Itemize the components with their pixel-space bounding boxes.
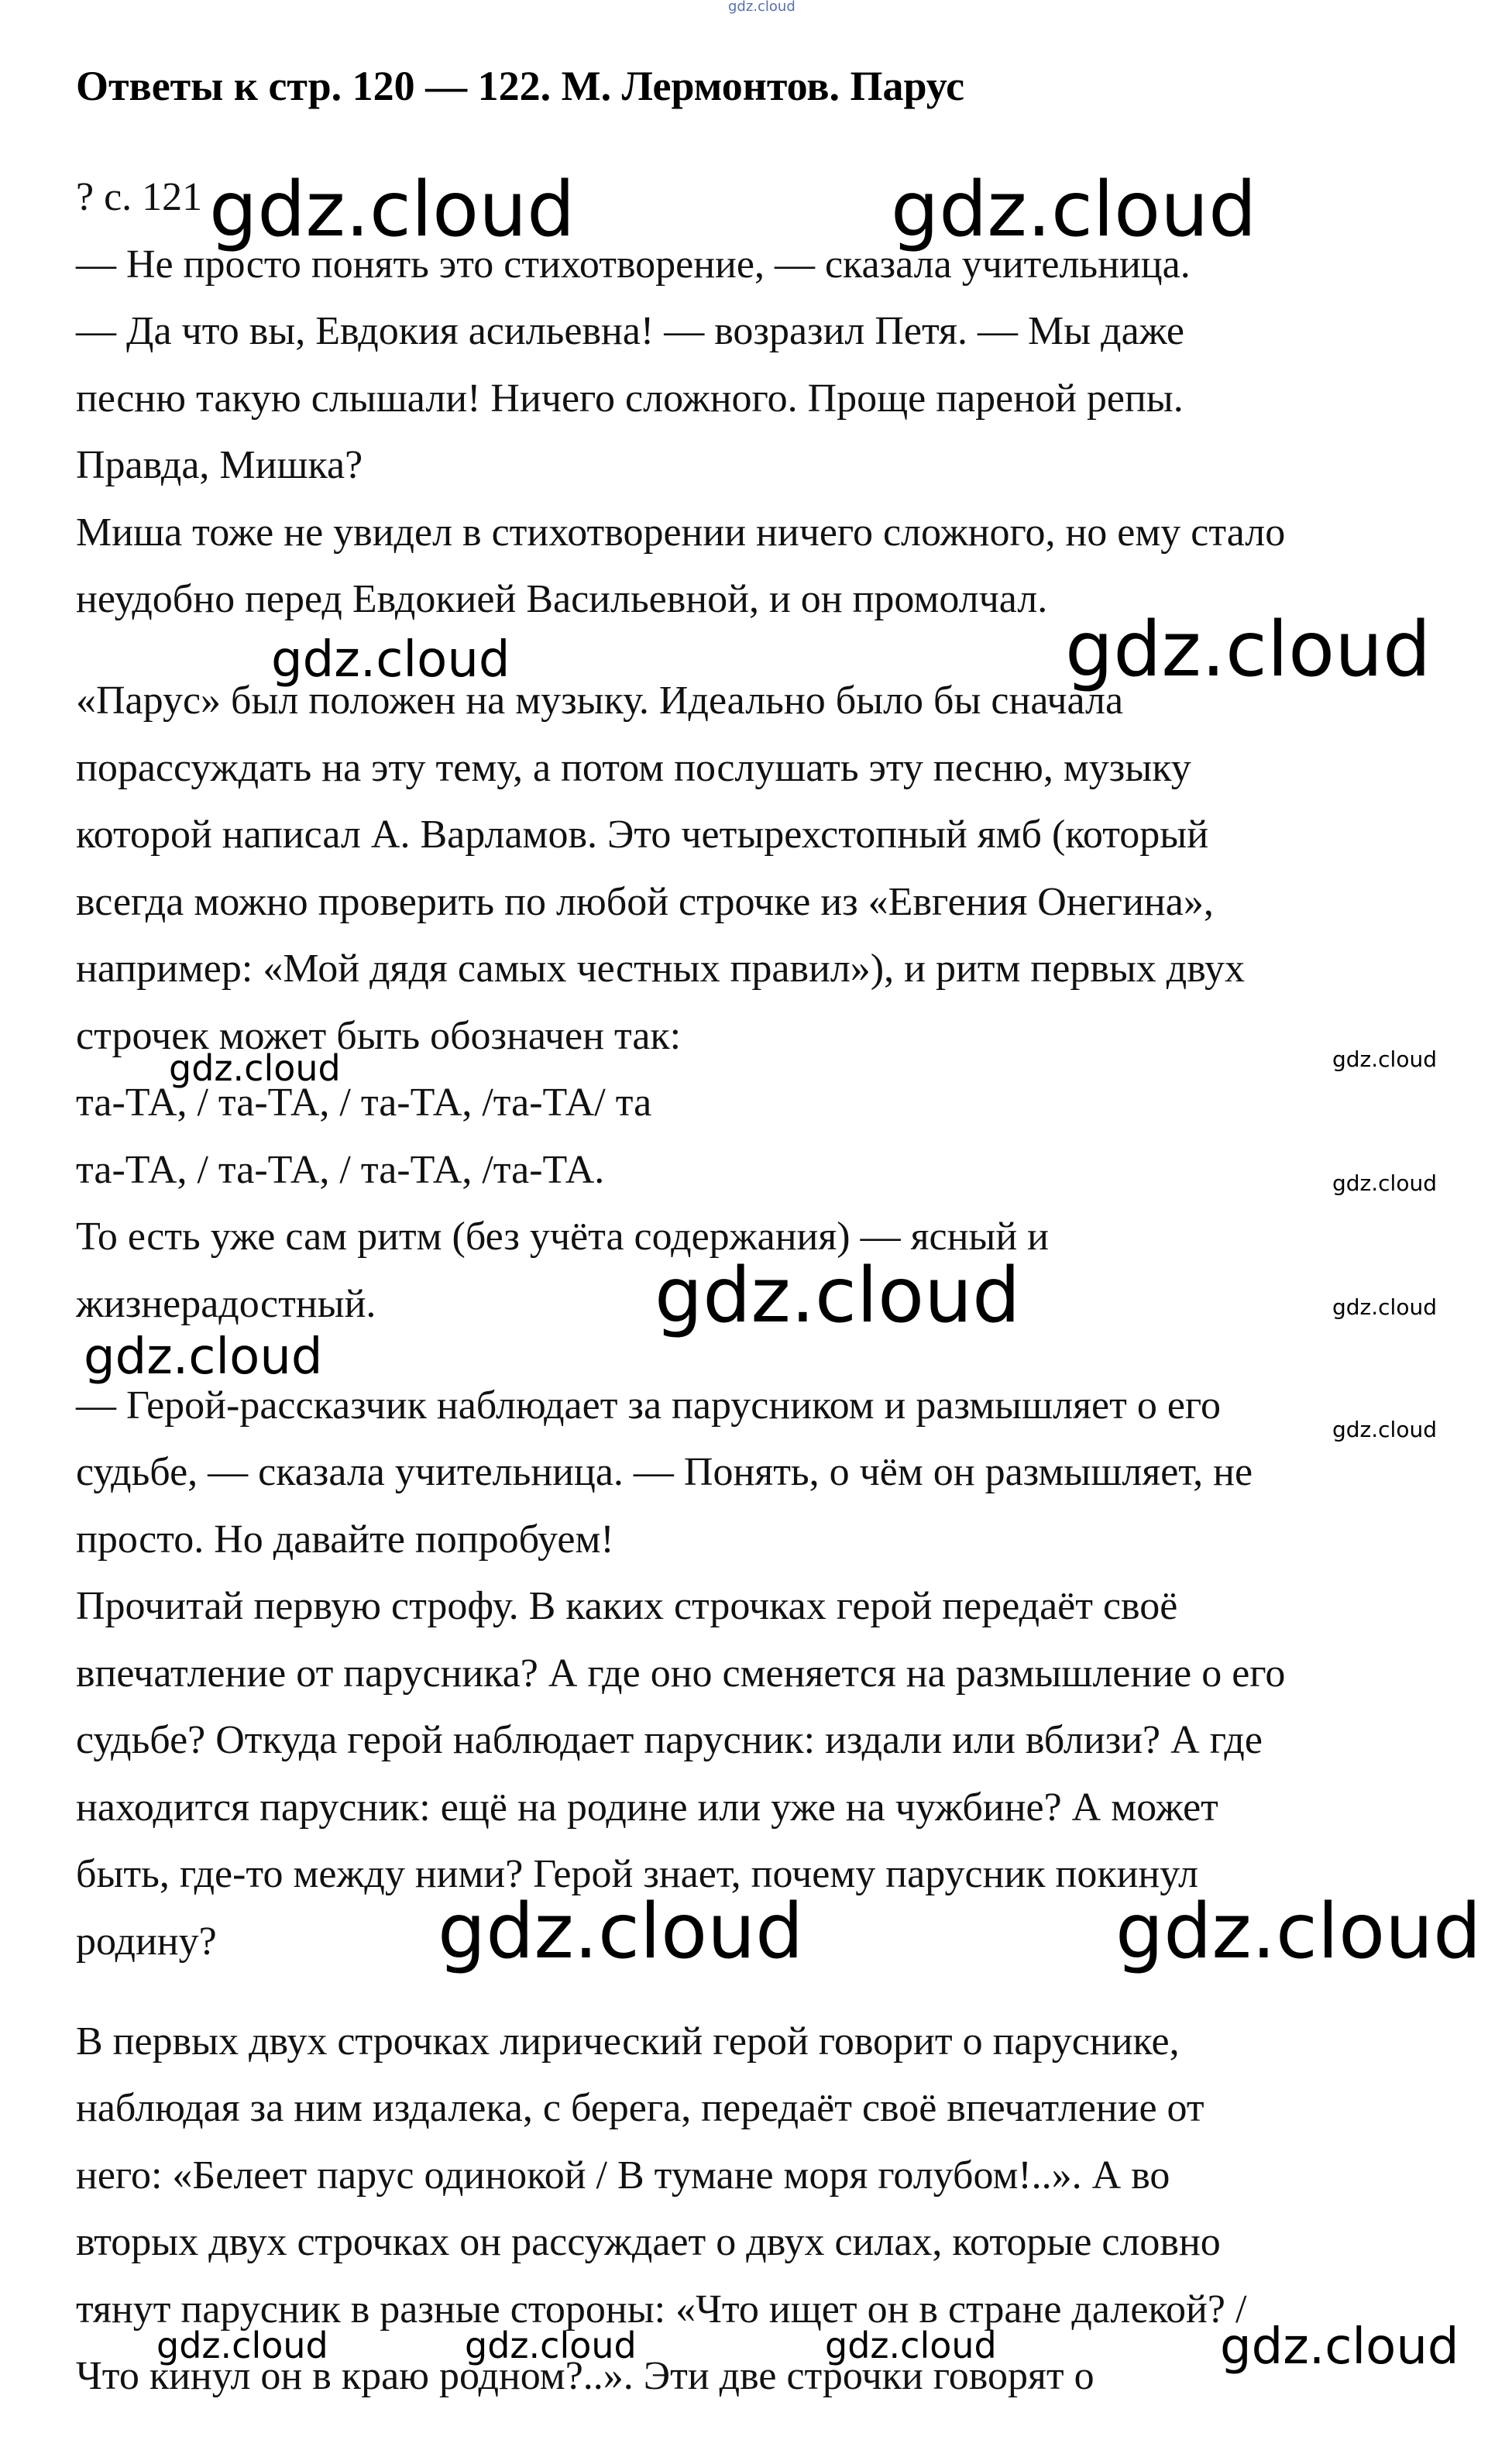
text-line: песню такую слышали! Ничего сложного. Проще пареной репы. [76, 376, 1184, 421]
watermark: gdz.cloud [1115, 1888, 1482, 1976]
watermark: gdz.cloud [1332, 1294, 1437, 1320]
text-line: быть, где-то между ними? Герой знает, почему парусник покинул [76, 1852, 1198, 1896]
watermark: gdz.cloud [271, 631, 510, 689]
text-line: — Не просто понять это стихотворение, — сказала учительница. [76, 242, 1191, 287]
watermark: gdz.cloud [84, 1328, 323, 1386]
text-line: него: «Белеет парус одинокой / В тумане моря голубом!..». А во [76, 2153, 1170, 2198]
text-line: впечатление от парусника? А где оно сменяется на размышление о его [76, 1651, 1286, 1696]
watermark: gdz.cloud [1332, 1417, 1437, 1442]
text-line: та-ТА, / та-ТА, / та-ТА, /та-ТА. [76, 1148, 605, 1192]
watermark: gdz.cloud [825, 2325, 997, 2366]
watermark: gdz.cloud [891, 166, 1257, 254]
text-line: просто. Но давайте попробуем! [76, 1517, 614, 1562]
text-line: всегда можно проверить по любой строчке из «Евгения Онегина», [76, 880, 1214, 924]
text-line: вторых двух строчках он рассуждает о двух силах, которые словно [76, 2220, 1221, 2264]
watermark: gdz.cloud [465, 2325, 637, 2366]
text-line: ? с. 121 [76, 175, 203, 219]
page-title: Ответы к стр. 120 — 122. М. Лермонтов. Парус [76, 63, 965, 109]
text-line: тянут парусник в разные стороны: «Что ищет он в стране далекой? / [76, 2287, 1247, 2332]
text-line: жизнерадостный. [76, 1282, 376, 1326]
watermark: gdz.cloud [1332, 1046, 1437, 1072]
text-line: — Герой-рассказчик наблюдает за парусником и размышляет о его [76, 1383, 1221, 1428]
text-line: судьбе? Откуда герой наблюдает парусник: издали или вблизи? А где [76, 1718, 1263, 1762]
text-line: родину? [76, 1919, 217, 1964]
watermark: gdz.cloud [655, 1252, 1021, 1340]
text-line: например: «Мой дядя самых честных правил»), и ритм первых двух [76, 947, 1246, 991]
watermark: gdz.cloud [169, 1047, 341, 1089]
watermark: gdz.cloud [438, 1888, 804, 1976]
text-line: — Да что вы, Евдокия асильевна! — возразил Петя. — Мы даже [76, 309, 1184, 353]
watermark: gdz.cloud [209, 166, 576, 254]
text-line: Что кинул он в краю родном?..». Эти две строчки говорят о [76, 2354, 1094, 2398]
text-line: Прочитай первую строфу. В каких строчках герой передаёт своё [76, 1584, 1178, 1628]
text-line: которой написал А. Варламов. Это четырехстопный ямб (который [76, 813, 1209, 857]
text-line: строчек может быть обозначен так: [76, 1014, 682, 1058]
text-line: «Парус» был положен на музыку. Идеально было бы сначала [76, 679, 1124, 723]
text-line: находится парусник: ещё на родине или уже на чужбине? А может [76, 1785, 1218, 1830]
text-line: В первых двух строчках лирический герой говорит о паруснике, [76, 2019, 1180, 2064]
watermark: gdz.cloud [156, 2325, 328, 2366]
text-line: То есть уже сам ритм (без учёта содержания) — ясный и [76, 1215, 1049, 1259]
watermark: gdz.cloud [1065, 606, 1431, 694]
text-line: та-ТА, / та-ТА, / та-ТА, /та-ТА/ та [76, 1081, 652, 1125]
text-line: наблюдая за ним издалека, с берега, передаёт своё впечатление от [76, 2086, 1204, 2130]
text-line: Правда, Мишка? [76, 443, 363, 487]
watermark: gdz.cloud [1332, 1170, 1437, 1196]
watermark-top: gdz.cloud [728, 0, 796, 15]
text-line: неудобно перед Евдокией Васильевной, и он промолчал. [76, 577, 1048, 621]
text-line: порассуждать на эту тему, а потом послушать эту песню, музыку [76, 746, 1191, 790]
text-line: Миша тоже не увидел в стихотворении ничего сложного, но ему стало [76, 510, 1286, 555]
text-line: судьбе, — сказала учительница. — Понять, о чём он размышляет, не [76, 1450, 1253, 1494]
watermark: gdz.cloud [1220, 2318, 1459, 2376]
